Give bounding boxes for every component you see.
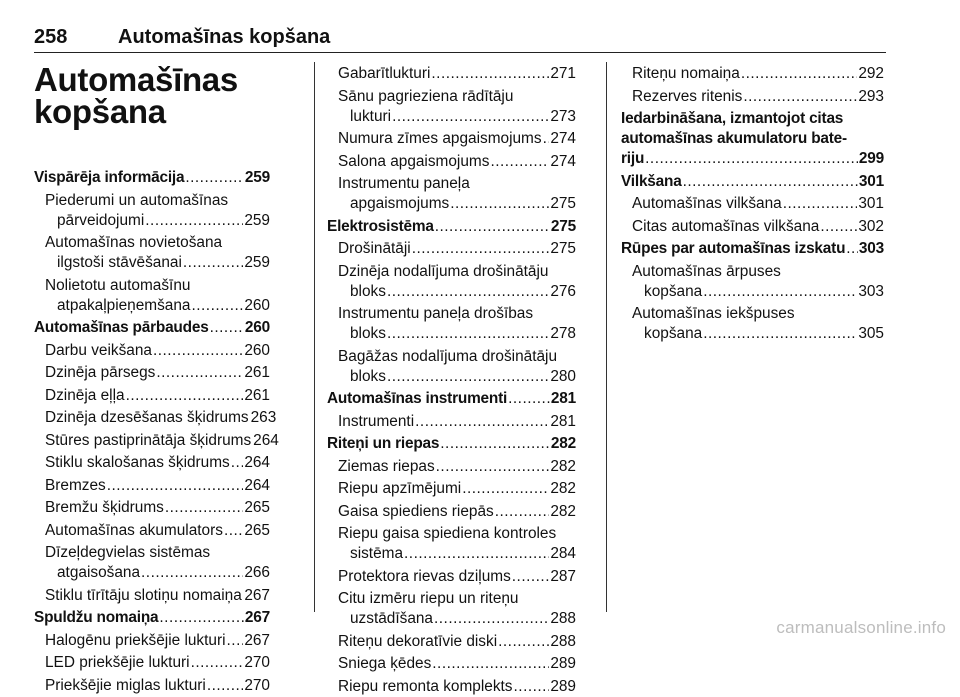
toc-entry-text: Sniega ķēdes: [338, 655, 432, 672]
toc-entry-text: Nolietotu automašīnu: [45, 276, 191, 294]
toc-entry[interactable]: [45, 341, 270, 361]
toc-leader-dots: [435, 217, 550, 237]
toc-entry-text: Ziemas riepas: [338, 457, 435, 475]
toc-entry-text: Halogēnu priekšējie lukturi: [45, 631, 226, 649]
toc-entry-text: Spuldžu nomaiņa: [34, 609, 159, 626]
toc-leader-dots: [224, 521, 243, 541]
toc-entry[interactable]: [338, 677, 576, 697]
toc-entry-text: uzstādīšana: [350, 610, 433, 627]
toc-leader-dots: [703, 282, 857, 302]
toc-entry-text: Dzinēja pārsegs: [45, 364, 156, 381]
toc-entry-text: Instrumenti: [338, 412, 415, 430]
toc-entry[interactable]: [338, 347, 576, 387]
toc-leader-dots: [392, 107, 549, 127]
toc-leader-dots: [440, 434, 550, 454]
toc-entry-text: Vispārēja informācija: [34, 169, 185, 186]
toc-entry[interactable]: [338, 502, 576, 522]
toc-entry[interactable]: [338, 239, 576, 259]
toc-entry-text: Dzinēja eļļa: [45, 386, 125, 404]
toc-page-number: 282: [550, 435, 576, 452]
toc-leader-dots: [432, 654, 549, 674]
toc-leader-dots: [185, 168, 244, 188]
toc-entry-text: Gaisa spiediens riepās: [338, 502, 494, 520]
toc-leader-dots: [490, 152, 549, 172]
toc-page-number: 270: [244, 654, 270, 671]
toc-entry-text: Darbu veikšana: [45, 341, 152, 359]
toc-entry[interactable]: [45, 431, 279, 451]
toc-page-number: 259: [244, 254, 270, 271]
toc-page-number: 302: [858, 217, 884, 235]
toc-entry-text: Elektrosistēma: [327, 217, 434, 235]
toc-entry-text: bloks: [350, 325, 386, 342]
toc-page-number: 266: [244, 564, 270, 581]
column-divider: [606, 62, 607, 612]
toc-page-number: 259: [244, 211, 270, 229]
toc-leader-dots: [191, 296, 243, 316]
toc-page-number: 275: [550, 217, 576, 235]
running-title: Automašīnas kopšana: [118, 26, 331, 48]
toc-entry-text: Automašīnas vilkšana: [632, 195, 782, 212]
toc-entry[interactable]: [45, 276, 270, 316]
toc-page-number: 281: [550, 412, 576, 430]
toc-leader-dots: [145, 211, 243, 231]
toc-leader-dots: [703, 324, 857, 344]
toc-leader-dots: [434, 609, 549, 629]
toc-entry[interactable]: [45, 476, 270, 496]
toc-leader-dots: [107, 476, 244, 496]
toc-leader-dots: [191, 653, 244, 673]
toc-page-number: 293: [858, 87, 884, 105]
toc-entry-text: atgaisošana: [57, 564, 141, 581]
toc-leader-dots: [207, 676, 244, 696]
toc-leader-dots: [210, 318, 244, 338]
toc-entry-text: LED priekšējie lukturi: [45, 654, 190, 671]
toc-entry-text: Dīzeļdegvielas sistēmas: [45, 544, 211, 561]
toc-entry-text: sistēma: [350, 545, 404, 562]
toc-entry-text: Iedarbināšana, izmantojot citas: [621, 110, 844, 127]
toc-leader-dots: [243, 586, 244, 606]
toc-entry-text: Automašīnas pārbaudes: [34, 319, 209, 336]
toc-entry-text: Automašīnas iekšpuses: [632, 305, 795, 322]
toc-page-number: 278: [550, 325, 576, 342]
toc-page-number: 299: [858, 150, 884, 167]
toc-leader-dots: [231, 453, 244, 473]
toc-entry-text: Stiklu tīrītāju slotiņu nomaiņa: [45, 586, 242, 604]
toc-entry-text: Gabarītlukturi: [338, 65, 431, 82]
toc-leader-dots: [141, 563, 243, 583]
toc-entry-text: Rezerves ritenis: [632, 87, 743, 105]
toc-page-number: 289: [550, 677, 576, 695]
toc-section-entry[interactable]: [621, 109, 884, 169]
toc-entry-text: Bremzes: [45, 476, 106, 494]
toc-entry[interactable]: [338, 174, 576, 214]
toc-entry-text: automašīnas akumulatoru bate-: [621, 130, 847, 147]
toc-page-number: 264: [244, 454, 270, 471]
toc-page-number: 305: [858, 325, 884, 342]
toc-entry[interactable]: [45, 653, 270, 673]
toc-leader-dots: [820, 217, 857, 237]
column-divider: [314, 62, 315, 612]
toc-entry-text: Instrumentu paneļa: [338, 175, 470, 192]
toc-leader-dots: [165, 498, 243, 518]
toc-entry-text: Automašīnas akumulators: [45, 521, 223, 539]
toc-entry-text: Citas automašīnas vilkšana: [632, 217, 820, 235]
toc-entry[interactable]: [45, 233, 270, 273]
toc-page-number: 267: [244, 631, 270, 649]
toc-leader-dots: [645, 149, 858, 169]
toc-entry[interactable]: [338, 457, 576, 477]
toc-entry-text: Piederumi un automašīnas: [45, 191, 229, 209]
toc-leader-dots: [227, 631, 244, 651]
toc-entry[interactable]: [45, 498, 270, 518]
toc-entry[interactable]: [45, 191, 270, 231]
toc-page-number: 288: [550, 632, 576, 650]
toc-entry-text: pārveidojumi: [57, 211, 145, 229]
toc-section-entry[interactable]: [34, 168, 270, 188]
toc-entry[interactable]: [338, 479, 576, 499]
toc-entry-text: Riteņu nomaiņa: [632, 65, 740, 82]
toc-entry-text: Stiklu skalošanas šķidrums: [45, 454, 230, 471]
watermark: carmanualsonline.info: [776, 618, 946, 637]
chapter-title: [34, 61, 294, 130]
toc-section-entry[interactable]: [327, 217, 576, 237]
toc-leader-dots: [683, 172, 858, 192]
toc-entry-text: Instrumentu paneļa drošības: [338, 305, 534, 322]
toc-leader-dots: [387, 367, 549, 387]
toc-section-entry[interactable]: [327, 434, 576, 454]
toc-page-number: 267: [244, 609, 270, 626]
toc-page-number: 263: [250, 409, 277, 426]
toc-leader-dots: [387, 282, 549, 302]
toc-page-number: 284: [550, 545, 576, 562]
toc-page-number: 276: [550, 282, 576, 300]
toc-leader-dots: [126, 386, 244, 406]
toc-section-entry[interactable]: [327, 389, 576, 409]
toc-entry[interactable]: [45, 408, 277, 428]
toc-page-number: 287: [550, 567, 576, 585]
toc-page-number: 260: [244, 319, 270, 336]
toc-leader-dots: [495, 502, 550, 522]
toc-page-number: 265: [244, 499, 270, 516]
toc-page-number: 301: [858, 172, 884, 190]
toc-leader-dots: [741, 64, 858, 84]
toc-entry-text: kopšana: [644, 325, 703, 342]
toc-entry[interactable]: [338, 567, 576, 587]
toc-entry-text: Drošinātāji: [338, 240, 411, 257]
toc-page-number: 275: [550, 195, 576, 212]
toc-page-number: 267: [244, 586, 270, 604]
toc-section-entry[interactable]: [621, 172, 884, 192]
toc-entry[interactable]: [632, 64, 884, 84]
page-header: [34, 24, 886, 53]
toc-leader-dots: [543, 129, 550, 149]
toc-leader-dots: [156, 363, 243, 383]
toc-leader-dots: [743, 87, 857, 107]
toc-entry-text: atpakaļpieņemšana: [57, 296, 191, 314]
chapter-title-line: kopšana: [34, 93, 166, 130]
toc-page-number: 259: [244, 169, 270, 186]
toc-page-number: 281: [550, 390, 576, 407]
toc-entry-text: Dzinēja nodalījuma drošinātāju: [338, 262, 549, 280]
toc-leader-dots: [183, 253, 243, 273]
toc-entry-text: Automašīnas novietošana: [45, 234, 223, 251]
toc-page-number: 303: [858, 282, 884, 300]
toc-page-number: 274: [550, 152, 576, 170]
toc-entry[interactable]: [632, 217, 884, 237]
toc-entry[interactable]: [338, 129, 576, 149]
toc-page-number: 273: [550, 107, 576, 125]
toc-entry-text: lukturi: [350, 107, 392, 125]
toc-entry[interactable]: [338, 654, 576, 674]
toc-leader-dots: [412, 239, 550, 259]
toc-page-number: 261: [244, 364, 270, 381]
toc-entry[interactable]: [338, 87, 576, 127]
toc-page-number: 292: [858, 65, 884, 82]
toc-section-entry[interactable]: [34, 608, 270, 628]
toc-leader-dots: [387, 324, 549, 344]
toc-entry[interactable]: [45, 386, 270, 406]
toc-page-number: 274: [550, 130, 576, 147]
toc-page-number: 270: [244, 676, 270, 694]
toc-entry[interactable]: [338, 524, 576, 564]
toc-entry-text: kopšana: [644, 282, 703, 300]
toc-page-number: 282: [550, 480, 576, 497]
toc-page-number: 264: [244, 476, 270, 494]
toc-entry-text: Riepu remonta komplekts: [338, 677, 513, 695]
toc-entry-text: Automašīnas ārpuses: [632, 262, 781, 280]
toc-leader-dots: [846, 239, 858, 259]
toc-entry[interactable]: [45, 676, 270, 696]
toc-leader-dots: [462, 479, 549, 499]
toc-entry-text: Stūres pastiprinātāja šķidrums: [45, 431, 252, 449]
toc-entry-text: Priekšējie miglas lukturi: [45, 676, 206, 694]
toc-entry[interactable]: [632, 304, 884, 344]
toc-entry-text: bloks: [350, 367, 386, 385]
toc-leader-dots: [153, 341, 243, 361]
toc-entry[interactable]: [45, 453, 270, 473]
toc-entry[interactable]: [45, 631, 270, 651]
toc-entry-text: Sānu pagrieziena rādītāju: [338, 87, 514, 105]
toc-entry[interactable]: [632, 87, 884, 107]
toc-entry-text: Automašīnas instrumenti: [327, 390, 508, 407]
toc-entry[interactable]: [338, 152, 576, 172]
toc-leader-dots: [415, 412, 549, 432]
toc-entry[interactable]: [45, 521, 270, 541]
toc-entry-text: Riteņu dekoratīvie diski: [338, 632, 498, 650]
toc-page-number: 288: [550, 610, 576, 627]
toc-section-entry[interactable]: [34, 318, 270, 338]
page-number: 258: [34, 26, 68, 48]
toc-page-number: 303: [858, 240, 884, 257]
toc-entry-text: Riepu gaisa spiediena kontroles: [338, 525, 557, 542]
toc-page-number: 289: [550, 655, 576, 672]
toc-entry[interactable]: [45, 586, 270, 606]
toc-entry[interactable]: [632, 194, 884, 214]
toc-leader-dots: [512, 567, 550, 587]
chapter-title-line: Automašīnas: [34, 61, 238, 98]
toc-entry[interactable]: [338, 589, 576, 629]
toc-leader-dots: [508, 389, 550, 409]
toc-entry[interactable]: [338, 64, 576, 84]
toc-entry-text: Protektora rievas dziļums: [338, 567, 511, 585]
toc-page-number: 280: [550, 367, 576, 385]
toc-leader-dots: [783, 194, 858, 214]
toc-entry-text: Salona apgaismojums: [338, 152, 490, 170]
toc-page-number: 261: [244, 386, 270, 404]
toc-entry-text: ilgstoši stāvēšanai: [57, 254, 182, 271]
toc-leader-dots: [159, 608, 244, 628]
toc-page-number: 271: [550, 65, 576, 82]
toc-entry[interactable]: [338, 304, 576, 344]
toc-entry-text: Riepu apzīmējumi: [338, 480, 462, 497]
toc-page-number: 282: [550, 502, 576, 520]
toc-entry-text: riju: [621, 150, 645, 167]
toc-entry[interactable]: [338, 412, 576, 432]
toc-entry-text: Bremžu šķidrums: [45, 499, 164, 516]
toc-entry[interactable]: [45, 363, 270, 383]
toc-entry-text: bloks: [350, 282, 386, 300]
toc-page-number: 260: [244, 296, 270, 314]
toc-entry[interactable]: [338, 262, 576, 302]
toc-leader-dots: [514, 677, 550, 697]
toc-entry-text: Citu izmēru riepu un riteņu: [338, 590, 519, 607]
toc-entry-text: Bagāžas nodalījuma drošinātāju: [338, 347, 558, 365]
toc-page-number: 265: [244, 521, 270, 539]
toc-leader-dots: [450, 194, 549, 214]
toc-page-number: 301: [858, 195, 884, 212]
toc-leader-dots: [436, 457, 550, 477]
toc-section-entry[interactable]: [621, 239, 884, 259]
toc-entry-text: Vilkšana: [621, 172, 682, 190]
toc-page-number: 260: [244, 341, 270, 359]
toc-leader-dots: [431, 64, 549, 84]
toc-entry-text: Riteņi un riepas: [327, 435, 440, 452]
toc-entry[interactable]: [45, 543, 270, 583]
toc-page-number: 282: [550, 457, 576, 475]
toc-entry-text: apgaismojums: [350, 195, 450, 212]
toc-page-number: 275: [550, 240, 576, 257]
toc-entry-text: Numura zīmes apgaismojums: [338, 130, 542, 147]
toc-entry-text: Rūpes par automašīnas izskatu: [621, 240, 846, 257]
toc-page-number: 264: [253, 431, 279, 449]
toc-leader-dots: [404, 544, 549, 564]
toc-entry[interactable]: [632, 262, 884, 302]
toc-entry-text: Dzinēja dzesēšanas šķidrums: [45, 409, 249, 426]
